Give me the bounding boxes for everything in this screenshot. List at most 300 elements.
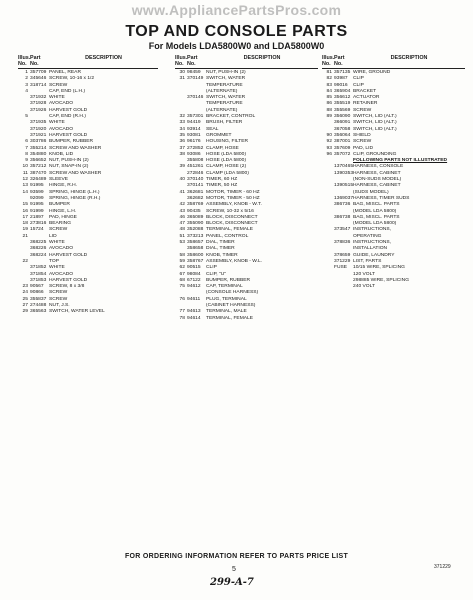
part-description: HARVEST GOLD [49, 107, 88, 113]
part-number: 371935 [30, 120, 47, 126]
part-description: HARNESS, CABINET [353, 183, 401, 189]
part-description: SHIELD [353, 132, 371, 138]
part-description: WHITE [49, 265, 65, 271]
part-description: BUMPER [49, 202, 70, 208]
part-number: 356652 [30, 158, 47, 164]
part-description: BRACKET [353, 88, 377, 94]
part-description: SCREW [353, 139, 372, 145]
part-number: 355569 [334, 107, 351, 113]
part-description: SPRING, HINGE (R.H.) [49, 195, 101, 201]
illus-number: 37 [179, 145, 185, 151]
header-part: Part No. [30, 55, 41, 67]
part-description: SCREW, 10-32 x 5/16 [206, 208, 254, 214]
part-description: BLOCK, DISCONNECT [206, 214, 258, 220]
illus-number: 76 [179, 296, 185, 302]
part-number: 91995 [30, 202, 44, 208]
part-description: HARNESS, CABINET [353, 170, 401, 176]
part-number: 93914 [187, 126, 201, 132]
illus-number: 86 [326, 101, 332, 107]
part-description: AVOCADO [49, 271, 74, 277]
part-description: HARNESS, TIMER SUDS [353, 195, 410, 201]
illus-number: 11 [22, 170, 28, 176]
illus-number: 22 [22, 258, 28, 264]
part-number: 371229 [334, 258, 351, 264]
part-number: 451261 [187, 164, 204, 170]
part-number: 94419 [187, 120, 201, 126]
part-number: 358658 [187, 246, 204, 252]
illus-number: 16 [22, 208, 28, 214]
part-description: (CABINET HARNESS) [206, 302, 256, 308]
part-description: AVOCADO [49, 101, 74, 107]
part-description: GROMMET [206, 132, 232, 138]
part-description: TEMPERATURE [206, 82, 243, 88]
header-description: DESCRIPTION [390, 55, 428, 61]
part-description: (NON-SUDS MODEL) [353, 177, 402, 183]
part-description: SWITCH, WATER [206, 95, 246, 101]
illus-number: 47 [179, 221, 185, 227]
part-description: (MODEL LDA 5800) [353, 208, 397, 214]
part-description: BEARING [49, 221, 72, 227]
illus-number [322, 284, 334, 290]
illus-number: 43 [179, 208, 185, 214]
part-number: 357709 [30, 70, 47, 75]
part-description: (MODEL LDA 5800) [353, 221, 397, 227]
part-number: 368226 [30, 246, 47, 252]
part-number: 93086 [187, 151, 201, 157]
illus-number: 30 [179, 70, 185, 75]
part-number: 370141 [187, 183, 204, 189]
part-number: 368224 [30, 252, 47, 258]
part-number: 355214 [30, 145, 47, 151]
part-number: 90866 [30, 290, 44, 296]
header-description: DESCRIPTION [243, 55, 281, 61]
illus-number: 17 [22, 214, 28, 220]
part-number: 358657 [187, 240, 204, 246]
part-number: 99016 [334, 82, 348, 88]
part-description: TIMER, 60 HZ [206, 177, 238, 183]
part-number: 365563 [30, 309, 47, 315]
header-illus: Illus. No. [175, 55, 188, 67]
part-row [322, 284, 465, 290]
part-number: 387001 [334, 139, 351, 145]
part-description: SWITCH, WATER LEVEL [49, 309, 105, 315]
part-number: 90515 [187, 265, 201, 271]
illus-number: 24 [22, 290, 28, 296]
part-description: TERMINAL, MALE [206, 309, 247, 315]
part-description: CAP, END (L.H.) [49, 88, 86, 94]
part-number: 94613 [187, 309, 201, 315]
parts-column-1 [18, 55, 158, 316]
part-description: DIAL, TIMER [206, 246, 235, 252]
part-number: 273816 [30, 221, 47, 227]
part-number: 93599 [30, 189, 44, 195]
part-number: 93987 [334, 76, 348, 82]
illus-number: 51 [179, 233, 185, 239]
part-description: TOP [49, 258, 59, 264]
illus-number: 68 [179, 277, 185, 283]
part-number: FUSE [334, 265, 348, 271]
part-number: 357135 [334, 70, 351, 75]
part-description: HOSE (LDA 5800) [206, 158, 246, 164]
part-number: 355519 [334, 101, 351, 107]
part-description: WHITE [49, 240, 65, 246]
illus-number: 23 [22, 284, 28, 290]
part-description: WHITE [49, 95, 65, 101]
part-number: 386736 [334, 202, 351, 208]
part-description: BUMPER, RUBBER [206, 277, 251, 283]
illus-number: 82 [326, 76, 332, 82]
part-description: HARVEST GOLD [49, 132, 88, 138]
part-description: SCREW [49, 290, 68, 296]
illus-number: 9 [25, 158, 28, 164]
part-number: 366091 [334, 120, 351, 126]
part-description: BLOCK, DISCONNECT [206, 221, 258, 227]
part-description: 120 VOLT [353, 271, 375, 277]
part-number: 373547 [334, 227, 351, 233]
part-description: CLAMP, HOSE (2) [206, 164, 247, 170]
part-description: RETAINER [353, 101, 378, 107]
illus-number: 85 [326, 95, 332, 101]
illus-number: 27 [22, 302, 28, 308]
part-description: CLIP, "U" [206, 271, 226, 277]
parts-column-3 [322, 55, 465, 290]
part-description: SCREW [49, 296, 68, 302]
illus-number: 92 [326, 139, 332, 145]
part-number: 371921 [30, 132, 47, 138]
part-description: CLAMP (LDA 5800) [206, 170, 249, 176]
illus-number: 96 [326, 151, 332, 157]
illus-number: 4 [25, 88, 28, 94]
part-description: WHITE [49, 120, 65, 126]
part-number: 94611 [187, 296, 201, 302]
part-description: BRUSH, FILTER [206, 120, 243, 126]
part-description: AVOCADO [49, 126, 74, 132]
part-description: (CONSOLE HARNESS) [206, 290, 259, 296]
illus-number: 5 [25, 114, 28, 120]
part-description: SCREW AND WASHER [49, 145, 102, 151]
part-number: 357609 [334, 145, 351, 151]
part-number: 1390515 [334, 183, 354, 189]
page-title: TOP AND CONSOLE PARTS [125, 23, 348, 40]
part-description: ASSEMBLY, KNOB - W.T. [206, 202, 262, 208]
part-number: 371920 [30, 126, 47, 132]
illus-number: 48 [179, 227, 185, 233]
illus-number: 29 [22, 309, 28, 315]
illus-number: 38 [179, 151, 185, 157]
part-number: 15724 [30, 227, 44, 233]
part-number: 274488 [30, 302, 47, 308]
part-description: INSTRUCTIONS, [353, 227, 392, 233]
part-number: 367058 [334, 126, 351, 132]
part-description: 10/15 WIRE, SPLICING [353, 265, 405, 271]
part-number: 368225 [30, 240, 47, 246]
part-description: MOTOR, TIMER - 50 HZ [206, 195, 260, 201]
part-number: 365089 [187, 214, 204, 220]
illus-number: 89 [326, 114, 332, 120]
part-description: SCREW [49, 82, 68, 88]
part-description: SCREW [353, 107, 372, 113]
part-number: 272846 [187, 170, 204, 176]
part-description: LID [49, 233, 57, 239]
part-description: SLEEVE [49, 177, 69, 183]
illus-number: 58 [179, 252, 185, 258]
part-description: CLIP [206, 265, 217, 271]
part-number: 92099 [30, 195, 44, 201]
parts-column-2 [175, 55, 318, 322]
illus-number: 35 [179, 132, 185, 138]
part-description: BRACKET, CONTROL [206, 114, 256, 120]
part-number: 94612 [187, 284, 201, 290]
illus-number: 84 [326, 88, 332, 94]
illus-number: 31 [179, 76, 185, 82]
part-description: LIST, PARTS [353, 258, 382, 264]
parts-list [18, 70, 158, 316]
part-number: 355837 [30, 296, 47, 302]
illus-number: 67 [179, 271, 185, 277]
illus-number: 25 [22, 296, 28, 302]
illus-number: 40 [179, 177, 185, 183]
part-description: 240 VOLT [353, 284, 375, 290]
illus-number: 7 [25, 145, 28, 151]
part-number: 386738 [334, 214, 351, 220]
part-number: 357301 [187, 114, 204, 120]
part-description: SCREW [49, 227, 68, 233]
illus-number: 15 [22, 202, 28, 208]
part-description: CAP, TERMINAL [206, 284, 243, 290]
part-number: 326489 [30, 177, 47, 183]
part-number: 370140 [187, 177, 204, 183]
part-description: PANEL, CONTROL [206, 233, 249, 239]
illus-number: 62 [179, 265, 185, 271]
illus-number: 19 [22, 227, 28, 233]
part-description: FOLLOWING PARTS NOT ILLUSTRATED [353, 158, 448, 164]
column-header [18, 55, 158, 69]
part-number: 96176 [187, 139, 201, 145]
part-number [334, 284, 353, 290]
part-description: INSTRUCTIONS, [353, 240, 392, 246]
part-number: 91999 [30, 208, 44, 214]
part-description: TERMINAL, FEMALE [206, 315, 254, 321]
part-description: 298885 WIRE, SPLICING [353, 277, 409, 283]
illus-number: 59 [179, 258, 185, 264]
header-illus: Illus. No. [18, 55, 31, 67]
part-number: 357072 [334, 151, 351, 157]
illus-number: 34 [179, 126, 185, 132]
part-description: NUT, SNAP-IN (2) [49, 164, 89, 170]
part-number: 365904 [334, 88, 351, 94]
part-number: 303786 [30, 139, 47, 145]
part-description: PANEL, REAR [49, 70, 81, 75]
part-number: 378659 [334, 252, 351, 258]
part-description: BAG, MISCL. PARTS [353, 214, 400, 220]
illus-number: 33 [179, 120, 185, 126]
part-number: 362681 [187, 189, 204, 195]
part-number: 94614 [187, 315, 201, 321]
ordering-note: FOR ORDERING INFORMATION REFER TO PARTS PRICE LIST [124, 553, 349, 560]
illus-number: 75 [179, 284, 185, 290]
part-description: TEMPERATURE [206, 101, 243, 107]
part-description: (ALTERNATE) [206, 88, 238, 94]
part-number: 378836 [334, 240, 351, 246]
page-number: 5 [232, 566, 236, 573]
document-number: 371229 [434, 564, 451, 570]
part-description: GUIDE, LAUNDRY [353, 252, 395, 258]
part-description: SCREW, 10-16 x 1/2 [49, 76, 95, 82]
part-number: 356612 [334, 95, 351, 101]
part-description: OPERATING [353, 233, 382, 239]
part-number: 355808 [187, 158, 204, 164]
header-part: Part No. [334, 55, 345, 67]
illus-number: 14 [22, 189, 28, 195]
part-description: PAD, HINGE [49, 214, 77, 220]
illus-number: 53 [179, 240, 185, 246]
part-number: 318714 [30, 82, 47, 88]
part-description: CLIP [353, 76, 364, 82]
column-header [322, 55, 465, 69]
part-row [175, 316, 318, 322]
part-description: ASSEMBLY, KNOB - W.L. [206, 258, 263, 264]
part-description: SWITCH, LID (ALT.) [353, 114, 397, 120]
part-number: 371932 [30, 95, 47, 101]
part-number: 98084 [187, 271, 201, 277]
part-number: 357212 [30, 164, 47, 170]
part-description: KNOB, TIMER [206, 252, 238, 258]
illus-number: 10 [22, 164, 28, 170]
illus-number: 1 [25, 70, 28, 75]
illus-number: 90 [326, 132, 332, 138]
part-number: 358769 [187, 202, 204, 208]
part-description: ACTUATOR [353, 95, 380, 101]
parts-list [322, 70, 465, 290]
part-description: NUT, PUSH-IN (2) [49, 158, 89, 164]
part-description: TERMINAL, FEMALE [206, 227, 254, 233]
part-number: 67122 [187, 277, 201, 283]
part-description: PAD, LID [353, 145, 374, 151]
part-number: 90567 [30, 284, 44, 290]
part-number: 1370465 [334, 164, 354, 170]
part-number: 98459 [187, 70, 201, 75]
part-description: CLAMP, HOSE [206, 145, 239, 151]
part-description: MOTOR, TIMER - 60 HZ [206, 189, 260, 195]
illus-number: 21 [22, 233, 28, 239]
handwritten-stamp: 299-A-7 [210, 577, 254, 588]
illus-number: 2 [25, 76, 28, 82]
part-description: SCREW AND WASHER [49, 170, 102, 176]
part-number: 356064 [334, 132, 351, 138]
illus-number: 32 [179, 114, 185, 120]
part-number: 358767 [187, 258, 204, 264]
part-description: HARNESS, CONSOLE [353, 164, 404, 170]
part-description: SWITCH, LID (ALT.) [353, 120, 397, 126]
part-description: SCREW, 8 x 3/8 [49, 284, 85, 290]
illus-number: 42 [179, 202, 185, 208]
header-part: Part No. [187, 55, 198, 67]
illus-number: 12 [22, 177, 28, 183]
part-number: 358600 [187, 252, 204, 258]
part-number: 354880 [30, 151, 47, 157]
watermark: www.AppliancePartsPros.com [131, 2, 342, 18]
part-description: SEAL [206, 126, 219, 132]
part-number: 362682 [187, 195, 204, 201]
part-description: TIMER, 50 HZ [206, 183, 238, 189]
part-number: 352088 [187, 227, 204, 233]
part-description: KNOB, LID [49, 151, 74, 157]
part-description: (ALTERNATE) [206, 107, 238, 113]
part-number: 371928 [30, 101, 47, 107]
part-description: BUMPER, RUBBER [49, 139, 94, 145]
part-number: 371926 [30, 107, 47, 113]
illus-number: 81 [326, 70, 332, 75]
part-description: AVOCADO [49, 246, 74, 252]
illus-number: 83 [326, 82, 332, 88]
illus-number: 88 [326, 107, 332, 113]
part-description: HOSE (LDA 5800) [206, 151, 246, 157]
part-number: 371852 [30, 265, 47, 271]
part-description: HOUSING, FILTER [206, 139, 249, 145]
part-number: 90435 [187, 208, 201, 214]
part-description: SWITCH, WATER [206, 76, 246, 82]
part-number: 93081 [187, 132, 201, 138]
part-number: 370149 [187, 76, 204, 82]
illus-number: 46 [179, 214, 185, 220]
part-number: 21897 [30, 214, 44, 220]
part-description: NUT, PUSH-IN (2) [206, 70, 246, 75]
part-description: INSTALLATION [353, 246, 388, 252]
part-description: HINGE, L.H. [49, 208, 77, 214]
part-description: SWITCH, LID (ALT.) [353, 126, 397, 132]
part-description: HINGE, R.H. [49, 183, 77, 189]
part-number: 272852 [187, 145, 204, 151]
part-number: 355090 [187, 221, 204, 227]
part-description: WIRE, GROUND [353, 70, 391, 75]
header-description: DESCRIPTION [85, 55, 122, 61]
column-header [175, 55, 318, 69]
part-description: HARVEST GOLD [49, 252, 88, 258]
part-number: 371854 [30, 271, 47, 277]
illus-number: 6 [25, 139, 28, 145]
part-number: 1369037 [334, 195, 354, 201]
part-row [18, 309, 158, 315]
illus-number: 77 [179, 309, 185, 315]
part-number: 1390353 [334, 170, 354, 176]
part-description: HARVEST GOLD [49, 277, 88, 283]
illus-number: 3 [25, 82, 28, 88]
illus-number: 39 [179, 164, 185, 170]
illus-number: 41 [179, 189, 185, 195]
illus-number: 93 [326, 145, 332, 151]
part-number: 373213 [187, 233, 204, 239]
part-description: (SUDS MODEL) [353, 189, 389, 195]
illus-number: 13 [22, 183, 28, 189]
header-illus: Illus. No. [322, 55, 335, 67]
part-description: DIAL, TIMER [206, 240, 235, 246]
illus-number: 78 [179, 315, 185, 321]
part-number: 387470 [30, 170, 47, 176]
part-description: PLUG, TERMINAL [206, 296, 247, 302]
part-description: CLIP [353, 82, 364, 88]
part-description: CLIP, GROUNDING [353, 151, 397, 157]
page-subtitle: For Models LDA5800W0 and LDA5800W0 [148, 41, 325, 51]
part-description: BAG, MISCL. PARTS [353, 202, 400, 208]
part-number: 356090 [334, 114, 351, 120]
part-description: CAP, END (R.H.) [49, 114, 86, 120]
part-description: NUT, J.S. [49, 302, 70, 308]
illus-number: 18 [22, 221, 28, 227]
part-description: SPRING, HINGE (L.H.) [49, 189, 100, 195]
part-number: 91995 [30, 183, 44, 189]
part-number: 345646 [30, 76, 47, 82]
parts-list [175, 70, 318, 322]
